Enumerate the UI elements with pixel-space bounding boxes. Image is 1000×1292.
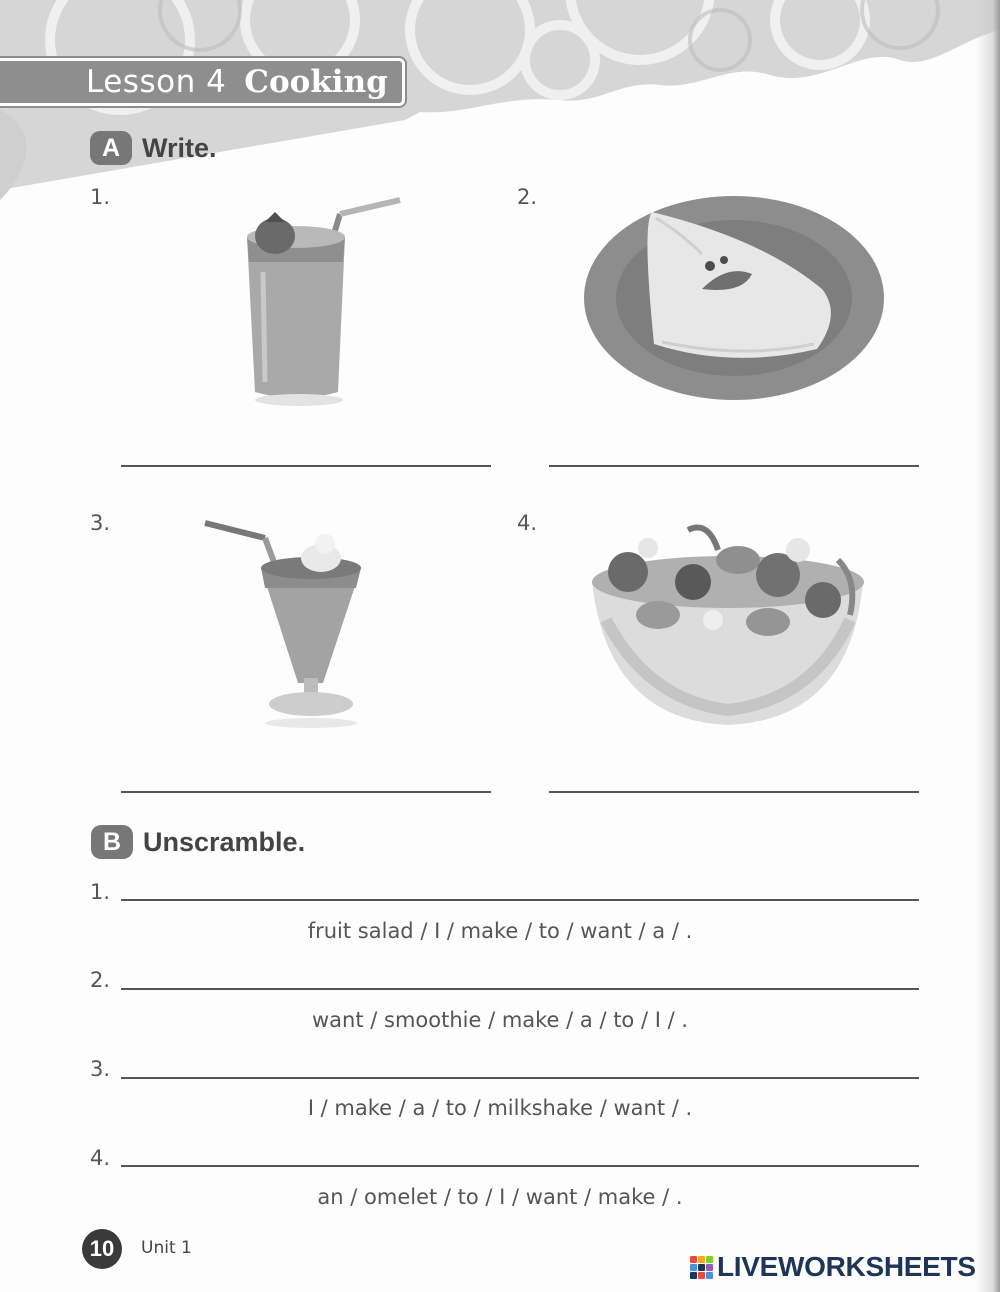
unscramble-item-4-number: 4. [90,1146,111,1170]
lesson-banner [0,58,405,106]
unscramble-prompt-1: fruit salad / I / make / to / want / a / . [307,919,693,943]
section-a-heading [90,131,217,165]
fruit-salad-bowl-icon [588,520,866,728]
liveworksheets-grid-icon [690,1256,713,1279]
write-answer-line-1[interactable] [121,465,491,467]
unscramble-prompt-2: want / smoothie / make / a / to / I / . [311,1008,688,1032]
write-answer-line-2[interactable] [549,465,919,467]
write-answer-line-4[interactable] [549,791,919,793]
section-b-heading [91,825,305,859]
unscramble-item-2-number: 2. [90,968,111,992]
write-item-2-number: 2. [517,185,538,209]
liveworksheets-brand-text: LIVEWORKSHEETS [717,1251,976,1282]
unscramble-item-1-number: 1. [90,880,111,904]
header-swirl-background [0,0,1000,220]
unscramble-answer-line-4[interactable] [121,1165,919,1167]
unscramble-answer-line-2[interactable] [121,988,919,990]
section-a-title: Write. [142,132,217,163]
smoothie-glass-icon [235,192,410,410]
write-answer-line-3[interactable] [121,791,491,793]
page-number-badge: 10 [82,1229,122,1269]
write-item-3-number: 3. [90,511,111,535]
unscramble-prompt-3: I / make / a / to / milkshake / want / . [307,1096,693,1120]
section-a-badge: A [90,131,132,165]
liveworksheets-logo [690,1251,976,1283]
write-item-4-number: 4. [517,511,538,535]
unscramble-item-3-number: 3. [90,1057,111,1081]
lesson-title: Cooking [244,64,388,100]
omelet-plate-icon [582,194,886,402]
section-b-badge: B [91,825,133,859]
lesson-number: Lesson 4 [86,64,227,100]
unit-label: Unit 1 [141,1238,192,1258]
unscramble-answer-line-1[interactable] [121,899,919,901]
page-edge-shadow [976,0,1000,1292]
write-item-1-number: 1. [90,185,111,209]
milkshake-glass-icon [203,518,365,734]
unscramble-answer-line-3[interactable] [121,1077,919,1079]
section-b-title: Unscramble. [143,826,306,857]
unscramble-prompt-4: an / omelet / to / I / want / make / . [317,1185,683,1209]
